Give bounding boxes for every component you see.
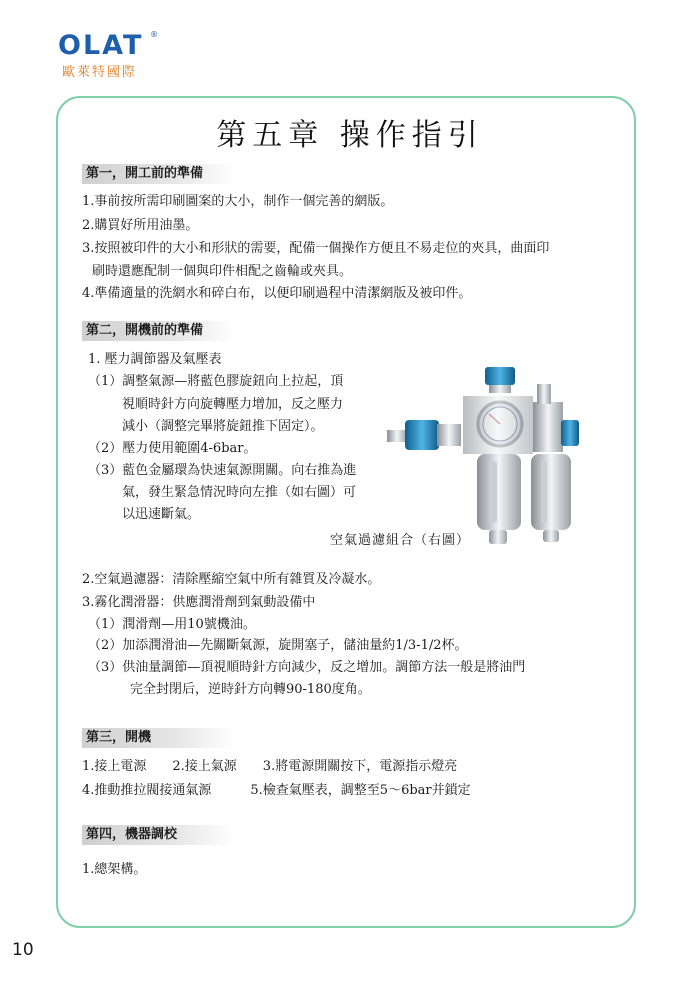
section2-line: （1）調整氣源—將藍色膠旋鈕向上拉起，頂 — [88, 374, 344, 389]
section1-line: 2.購買好所用油墨。 — [82, 218, 199, 233]
section-heading-3: 第三，開機 — [82, 728, 236, 748]
section-heading-2: 第二，開機前的準備 — [82, 321, 236, 341]
section2-line: 3.霧化潤滑器：供應潤滑劑到氣動設備中 — [82, 595, 316, 610]
section2-line: 完全封閉后，逆時針方向轉90-180度角。 — [130, 682, 371, 697]
section4-line: 1.總架構。 — [82, 862, 147, 877]
section2-line: （3）藍色金屬環為快速氣源開關。向右推為進 — [88, 463, 357, 478]
section1-line: 3.按照被印件的大小和形狀的需要，配備一個操作方便且不易走位的夾具，曲面印 — [82, 241, 550, 256]
brand-logo — [58, 32, 178, 82]
section2-line: （2）加添潤滑油—先關斷氣源，旋開塞子，儲油量約1/3-1/2杯。 — [88, 638, 468, 653]
section3-line: 1.接上電源 2.接上氣源 3.將電源開關按下，電源指示燈亮 — [82, 759, 458, 774]
section1-line: 刷時還應配制一個與印件相配之齒輪或夾具。 — [92, 264, 353, 279]
section2-line: 氣，發生緊急情況時向左推（如右圖）可 — [122, 485, 357, 500]
section2-line: 以迅速斷氣。 — [122, 507, 201, 522]
logo-registered-mark: ® — [150, 30, 158, 39]
section-heading-1: 第一，開工前的準備 — [82, 164, 236, 184]
section2-line: （3）供油量調節—頂視順時針方向減少，反之增加。調節方法一般是將油門 — [88, 660, 526, 675]
section2-line: （2）壓力使用範圍4-6bar。 — [88, 441, 257, 456]
section2-line: 減小（調整完畢將旋鈕推下固定）。 — [122, 419, 324, 434]
section2-line: （1）潤滑劑—用10號機油。 — [88, 617, 256, 632]
section2-line: 視順時針方向旋轉壓力增加，反之壓力 — [122, 397, 344, 412]
logo-wordmark: OLAT — [58, 30, 144, 61]
section3-line: 4.推動推拉閥接通氣源 5.檢查氣壓表，調整至5～6bar并鎖定 — [82, 783, 471, 798]
figure-caption: 空氣過濾組合（右圖） — [330, 533, 471, 548]
section1-line: 1.事前按所需印刷圖案的大小，制作一個完善的網版。 — [82, 194, 394, 209]
section2-line: 1. 壓力調節器及氣壓表 — [88, 352, 222, 367]
page-title: 第五章 操作指引 — [216, 118, 484, 153]
logo-subtitle: 歐萊特國際 — [62, 65, 138, 80]
section2-line: 2.空氣過濾器：清除壓縮空氣中所有雜質及冷凝水。 — [82, 572, 381, 587]
page-number: 10 — [12, 940, 34, 960]
air-filter-unit-image — [385, 362, 585, 552]
section1-line: 4.準備適量的洗網水和碎白布，以便印刷過程中清潔網版及被印件。 — [82, 286, 472, 301]
section-heading-4: 第四，機器調校 — [82, 825, 236, 845]
